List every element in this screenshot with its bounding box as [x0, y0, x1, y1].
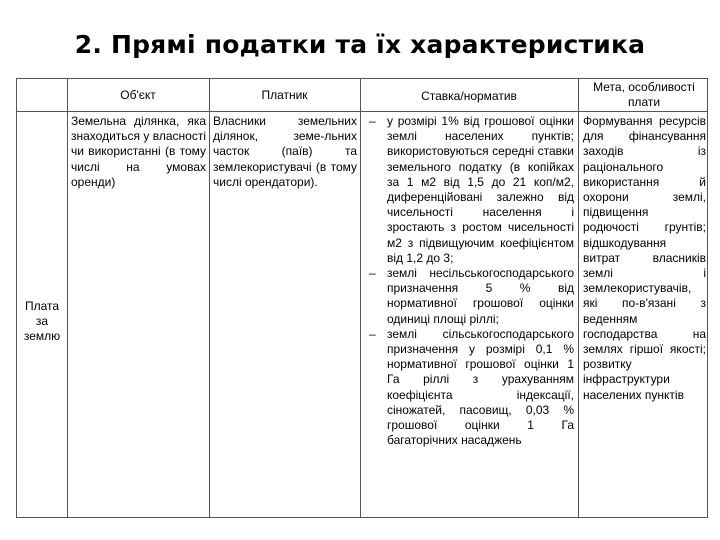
rate-cell: [369, 114, 574, 448]
dash-marker: –: [369, 114, 376, 128]
page-title: 2. Прямі податки та їх характеристика: [74, 30, 646, 59]
column-divider: [67, 79, 68, 517]
payer-cell: Власники земельних ділянок, земе-льних часток (паїв) та землекористувачі (в тому числі орендатори).: [213, 114, 357, 189]
dash-marker: –: [369, 266, 376, 281]
rate-item-text: у розмірі 1% від грошової оцінки землі населених пунктів; використовуються середні ставки земельного податку (в копійках за 1 м2 від 1,5 до 21 коп/м2, диференційовані залежно від чисельності населення і зростають з ростом чисельності м2 з підвищуючим коефіцієнтом від 1,2 до 3;: [387, 114, 574, 265]
dash-marker: –: [369, 326, 376, 341]
row-name: Плата за землю: [23, 299, 61, 344]
header-rate: Ставка/норматив: [421, 89, 517, 103]
rate-item-text: землі сільськогосподарського призначення у розмірі 0,1 % нормативної грошової оцінки 1 Га ріллі з урахуванням коефіцієнта індексації, сіножатей, пасовищ, 0,03 % грошової оцінки 1 Га багаторічних насаджень: [387, 326, 574, 448]
rate-item: [369, 114, 574, 266]
purpose-cell: Формування ресурсів для фінансування заходів із раціонального використання й охорони землі, підвищення родючості грунтів; відшкодування витрат власників землі і землекористувачів, які по-в'язані з веденням господарства на землях гіршої якості; розвитку інфраструктури населених пунктів: [583, 114, 706, 402]
column-divider: [209, 79, 210, 517]
object-cell: Земельна ділянка, яка знаходиться у власності чи використанні (в тому числі на умовах оренди): [71, 114, 206, 189]
header-payer: Платник: [261, 88, 308, 102]
rate-item: [369, 326, 574, 449]
header-purpose: Мета, особливості плати: [593, 80, 695, 110]
tax-table: [16, 78, 708, 518]
rate-item: [369, 266, 574, 327]
header-divider: [17, 111, 707, 112]
header-object: Об'єкт: [120, 88, 156, 102]
column-divider: [360, 79, 361, 517]
column-divider: [578, 79, 579, 517]
rate-item-text: землі несільськогосподарського призначення 5 % від нормативної грошової оцінки одиниці площі ріллі;: [387, 266, 574, 326]
